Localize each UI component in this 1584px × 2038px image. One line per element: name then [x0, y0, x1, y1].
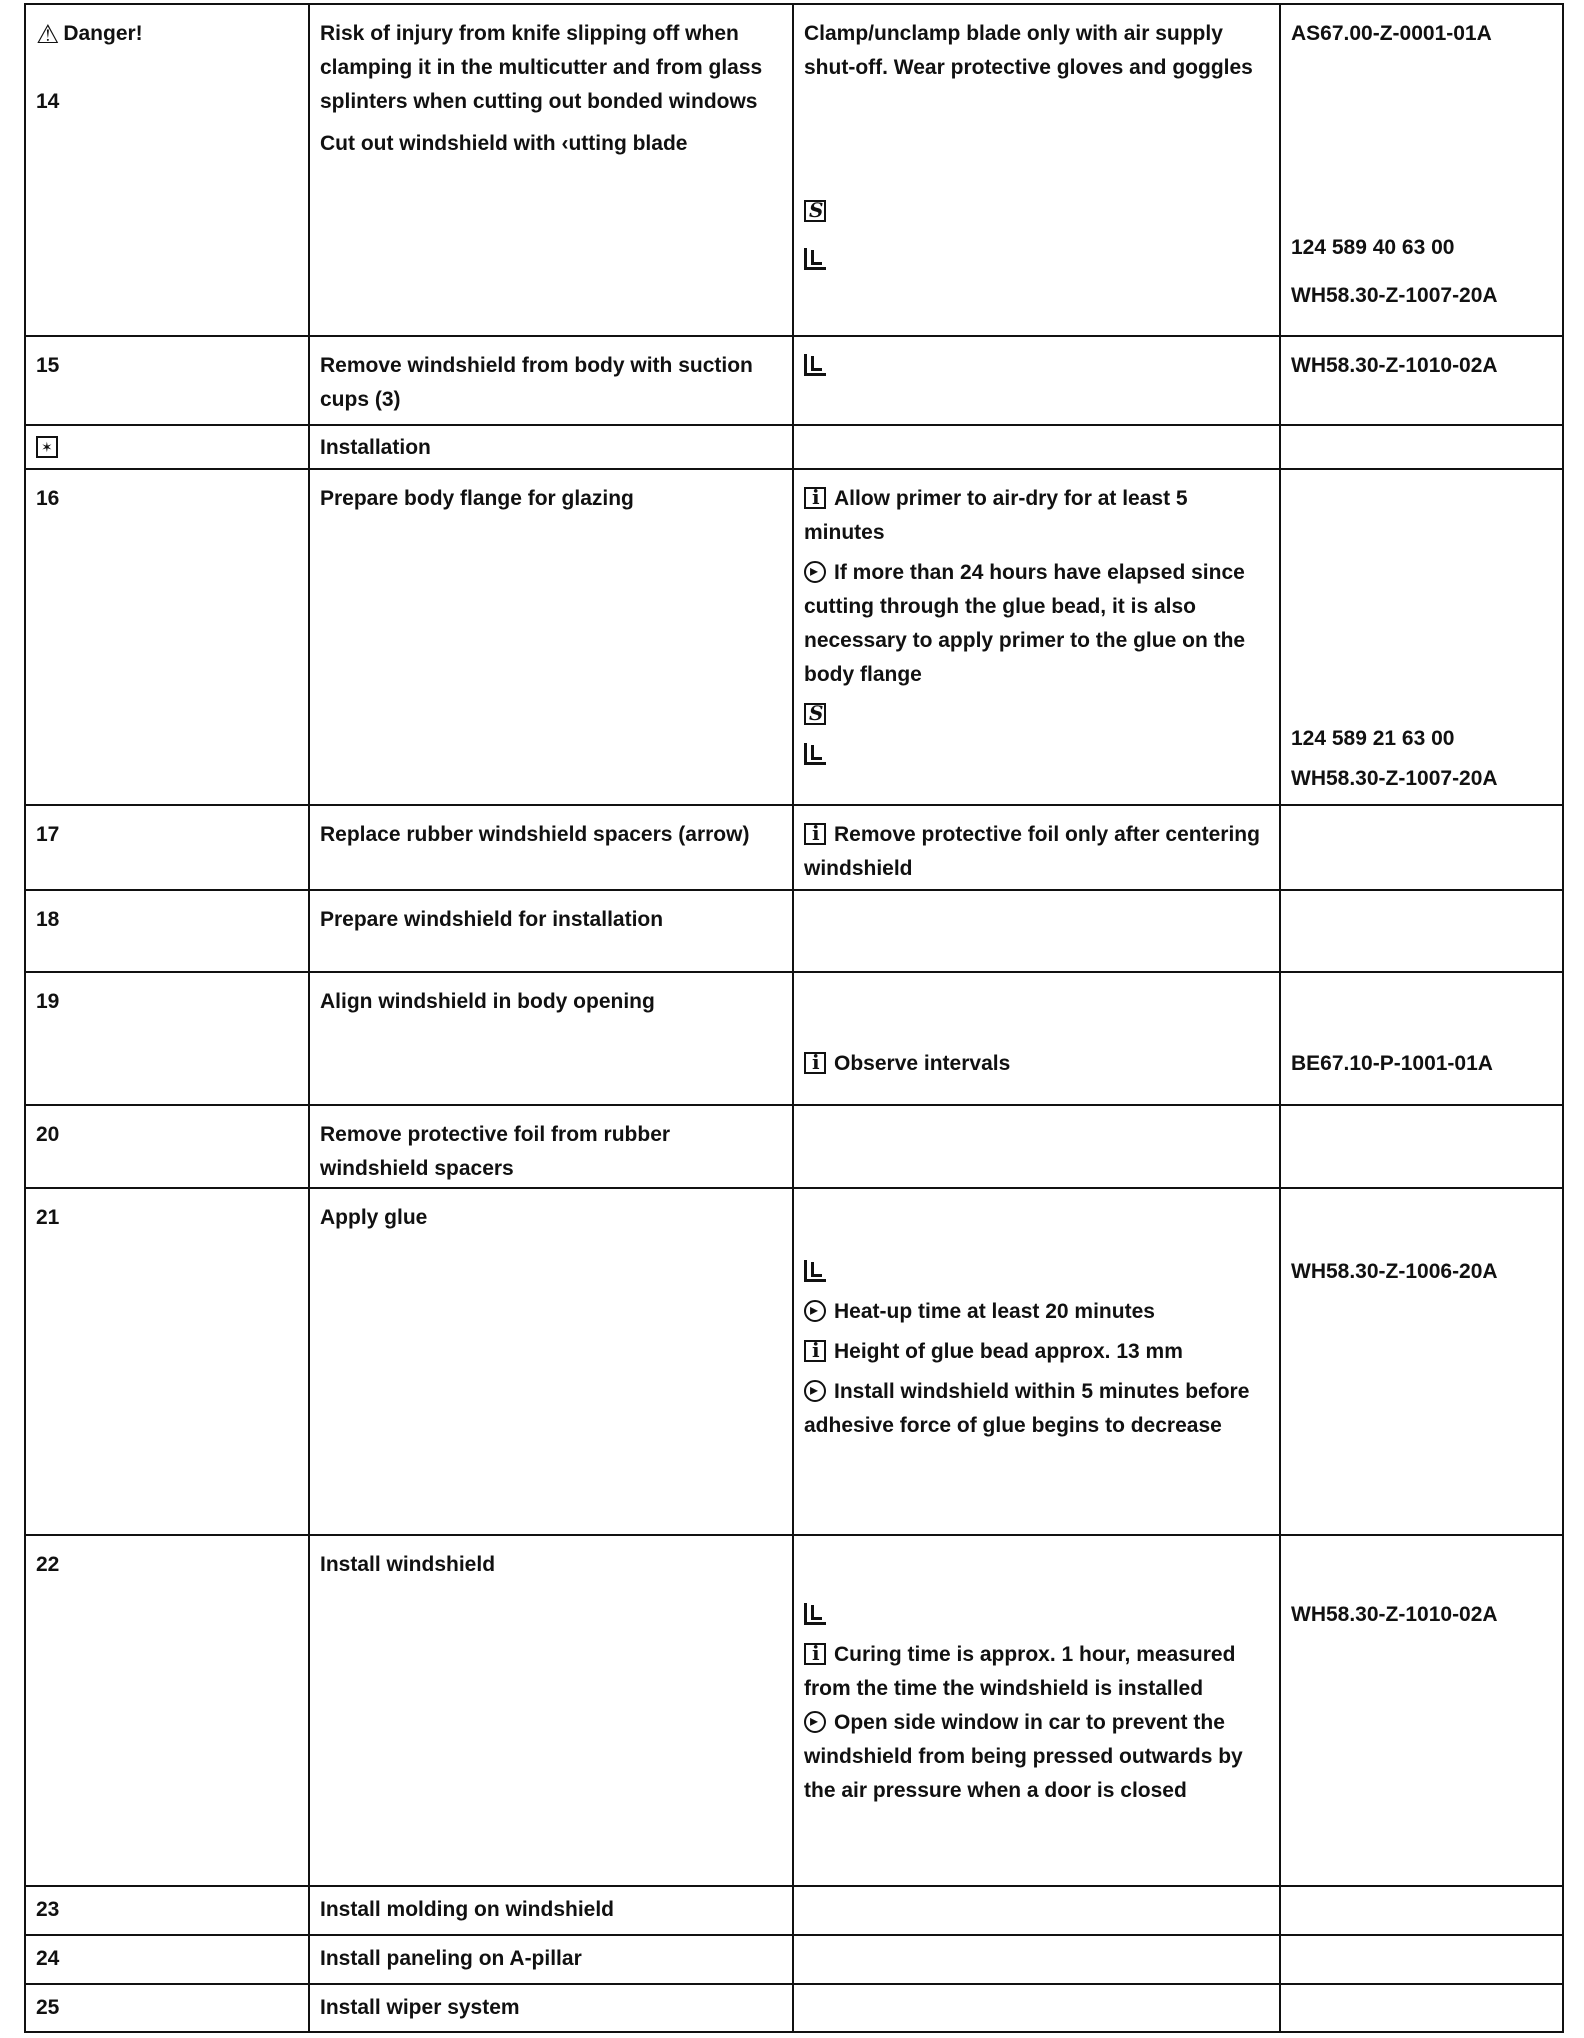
table-row [25, 1105, 1563, 1188]
note-icon [804, 561, 826, 583]
tool-icon [804, 1603, 826, 1625]
notes-cell [793, 425, 1280, 469]
doc-ref: WH58.30-Z-1007-20A [1291, 767, 1498, 791]
step-action: Install molding on windshield [309, 1886, 793, 1935]
note-text: Curing time is approx. 1 hour, measured from the time the windshield is installed [804, 1643, 1236, 1701]
doc-ref: WH58.30-Z-1010-02A [1291, 1603, 1498, 1627]
danger-ref: AS67.00-Z-0001-01A [1291, 22, 1492, 45]
ref-cell [1280, 4, 1563, 336]
table-row [25, 890, 1563, 973]
notes-cell [793, 890, 1280, 973]
step-number: 17 [25, 805, 309, 890]
step-number: 14 [36, 90, 60, 113]
ref-cell [1280, 1886, 1563, 1935]
ref-cell [1280, 1935, 1563, 1983]
note-text: Allow primer to air-dry for at least 5 minutes [804, 487, 1188, 545]
step-number: 24 [25, 1935, 309, 1983]
tool-icon [804, 743, 826, 765]
note-text: Open side window in car to prevent the windshield from being pressed outwards by the air pressure when a door is closed [804, 1711, 1243, 1803]
notes-cell [793, 1886, 1280, 1935]
danger-label: Danger! [63, 22, 143, 45]
table-row [25, 1188, 1563, 1536]
step-number: 25 [25, 1984, 309, 2032]
doc-ref: BE67.10-P-1001-01A [1291, 1052, 1493, 1076]
note-icon [804, 1380, 826, 1402]
info-icon [804, 1340, 826, 1362]
installation-icon [36, 436, 58, 458]
step-action: Prepare body flange for glazing [309, 469, 793, 804]
step-number: 15 [25, 336, 309, 425]
table-row [25, 1535, 1563, 1886]
info-icon [804, 1643, 826, 1665]
notes-cell [793, 1535, 1280, 1886]
step-number: 22 [25, 1535, 309, 1886]
step-number: 19 [25, 972, 309, 1105]
tool-icon [804, 354, 826, 376]
table-row [25, 1886, 1563, 1935]
step-action: Install paneling on A-pillar [309, 1935, 793, 1983]
warning-triangle-icon: ⚠ [36, 19, 60, 49]
danger-measure: Clamp/unclamp blade only with air supply shut-off. Wear protective gloves and goggles [804, 22, 1253, 79]
tool-number: 124 589 21 63 00 [1291, 727, 1455, 751]
step-action: Align windshield in body opening [309, 972, 793, 1105]
ref-cell [1280, 1188, 1563, 1536]
notes-cell [793, 469, 1280, 804]
notes-cell [793, 1188, 1280, 1536]
step-number: 18 [25, 890, 309, 973]
ref-cell [1280, 805, 1563, 890]
info-icon [804, 823, 826, 845]
notes-cell [793, 972, 1280, 1105]
notes-cell [793, 1105, 1280, 1188]
step-cell [25, 4, 309, 336]
info-icon [804, 1052, 826, 1074]
special-tool-icon [804, 703, 826, 725]
step-number: 20 [25, 1105, 309, 1188]
doc-ref: WH58.30-Z-1007-20A [1291, 284, 1498, 307]
note-text: Remove protective foil only after centering windshield [804, 822, 1260, 880]
table-row [25, 972, 1563, 1105]
note-text: Height of glue bead approx. 13 mm [834, 1339, 1183, 1363]
ref-cell [1280, 1984, 1563, 2032]
step-number: 23 [25, 1886, 309, 1935]
note-text: Install windshield within 5 minutes before adhesive force of glue begins to decrease [804, 1379, 1250, 1437]
notes-cell [793, 1984, 1280, 2032]
table-row [25, 1935, 1563, 1983]
table-row [25, 805, 1563, 890]
notes-cell [793, 1935, 1280, 1983]
step-cell [25, 425, 309, 469]
step-action: Install wiper system [309, 1984, 793, 2032]
note-icon [804, 1300, 826, 1322]
action-cell [309, 4, 793, 336]
step-number: 21 [25, 1188, 309, 1536]
notes-cell [793, 805, 1280, 890]
procedure-table [24, 3, 1564, 2033]
note-icon [804, 1711, 826, 1733]
section-heading: Installation [309, 425, 793, 469]
step-action: Install windshield [309, 1535, 793, 1886]
tool-icon [804, 1260, 826, 1282]
table-row [25, 1984, 1563, 2032]
note-text: If more than 24 hours have elapsed since cutting through the glue bead, it is also necessary to apply primer to the glue on the body flange [804, 561, 1246, 687]
ref-cell [1280, 1105, 1563, 1188]
step-number: 16 [25, 469, 309, 804]
table-row [25, 425, 1563, 469]
tool-number: 124 589 40 63 00 [1291, 236, 1455, 259]
table-row [25, 336, 1563, 425]
table-row [25, 469, 1563, 804]
doc-ref: WH58.30-Z-1010-02A [1280, 336, 1563, 425]
notes-cell [793, 336, 1280, 425]
ref-cell [1280, 425, 1563, 469]
notes-cell [793, 4, 1280, 336]
info-icon [804, 487, 826, 509]
tool-icon [804, 248, 826, 270]
step-action: Cut out windshield with ‹utting blade [320, 132, 688, 155]
step-action: Prepare windshield for installation [309, 890, 793, 973]
note-text: Observe intervals [834, 1052, 1011, 1076]
note-text: Heat-up time at least 20 minutes [834, 1299, 1155, 1323]
step-action: Remove windshield from body with suction cups (3) [309, 336, 793, 425]
special-tool-icon [804, 200, 826, 222]
danger-risk: Risk of injury from knife slipping off when clamping it in the multicutter and from glass splinters when cutting out bonded windows [320, 22, 763, 113]
ref-cell [1280, 469, 1563, 804]
step-action: Replace rubber windshield spacers (arrow) [309, 805, 793, 890]
ref-cell [1280, 890, 1563, 973]
table-row [25, 4, 1563, 336]
step-action: Apply glue [309, 1188, 793, 1536]
ref-cell [1280, 972, 1563, 1105]
doc-ref: WH58.30-Z-1006-20A [1291, 1259, 1498, 1283]
step-action: Remove protective foil from rubber windshield spacers [309, 1105, 793, 1188]
ref-cell [1280, 1535, 1563, 1886]
